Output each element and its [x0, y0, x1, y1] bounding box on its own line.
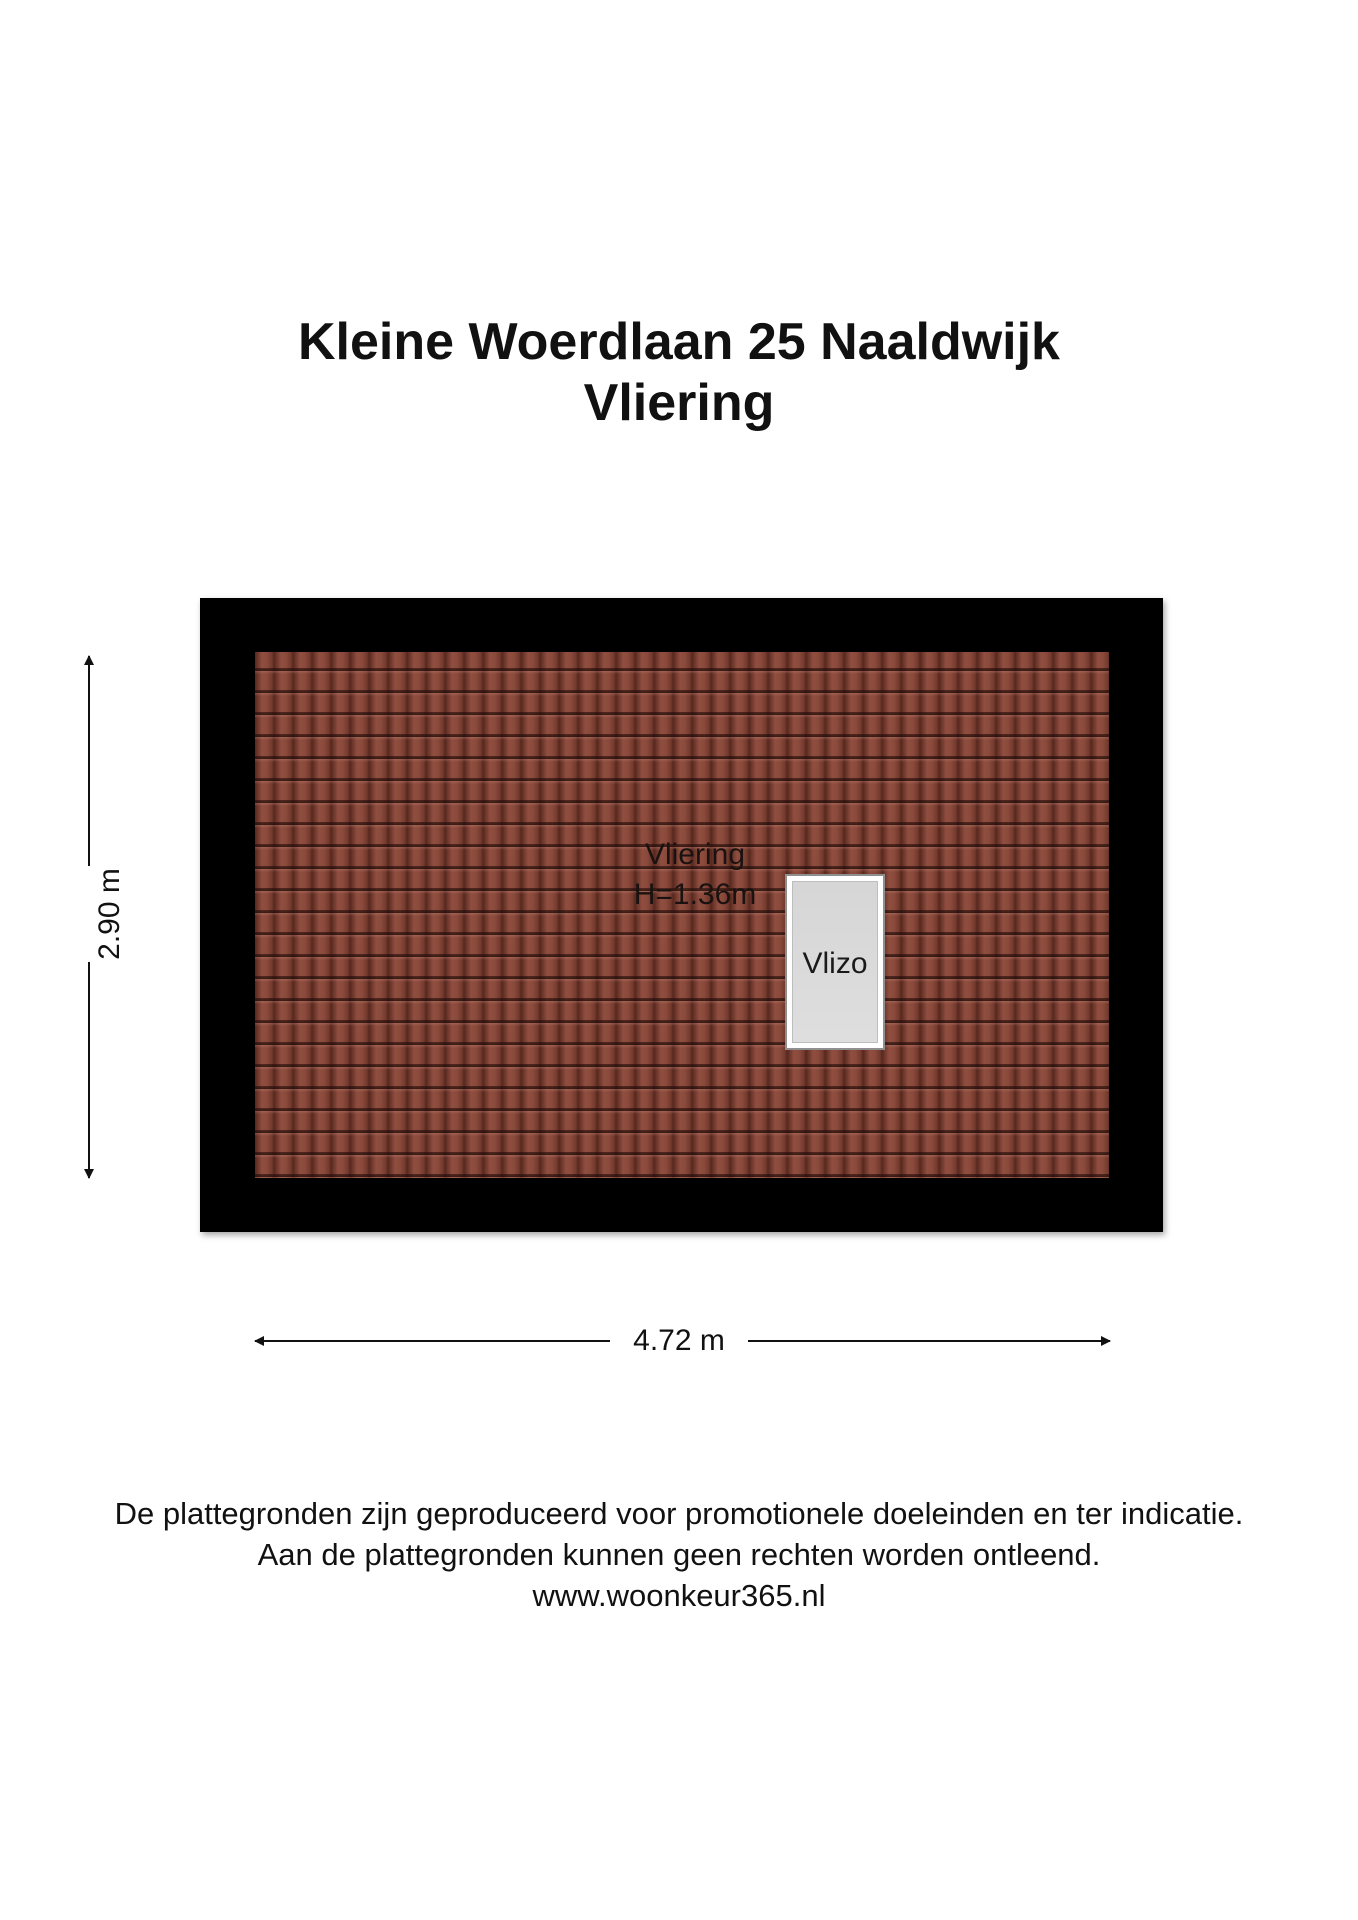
height-dimension-label: 2.90 m [93, 868, 126, 960]
room-name-label: Vliering [644, 838, 746, 871]
disclaimer-text-2: Aan de plattegronden kunnen geen rechten worden ontleend. [257, 1537, 1101, 1572]
room-height-label: H=1.36m [633, 878, 757, 911]
address-title: Kleine Woerdlaan 25 Naaldwijk [298, 313, 1060, 371]
website-link[interactable]: www.woonkeur365.nl [532, 1578, 826, 1613]
disclaimer-text-1: De plattegronden zijn geproduceerd voor promotionele doeleinden en ter indicatie. [114, 1496, 1244, 1531]
attic-hatch-label: Vlizo [802, 947, 868, 980]
width-dimension-label: 4.72 m [633, 1324, 725, 1357]
floor-title: Vliering [583, 374, 775, 432]
